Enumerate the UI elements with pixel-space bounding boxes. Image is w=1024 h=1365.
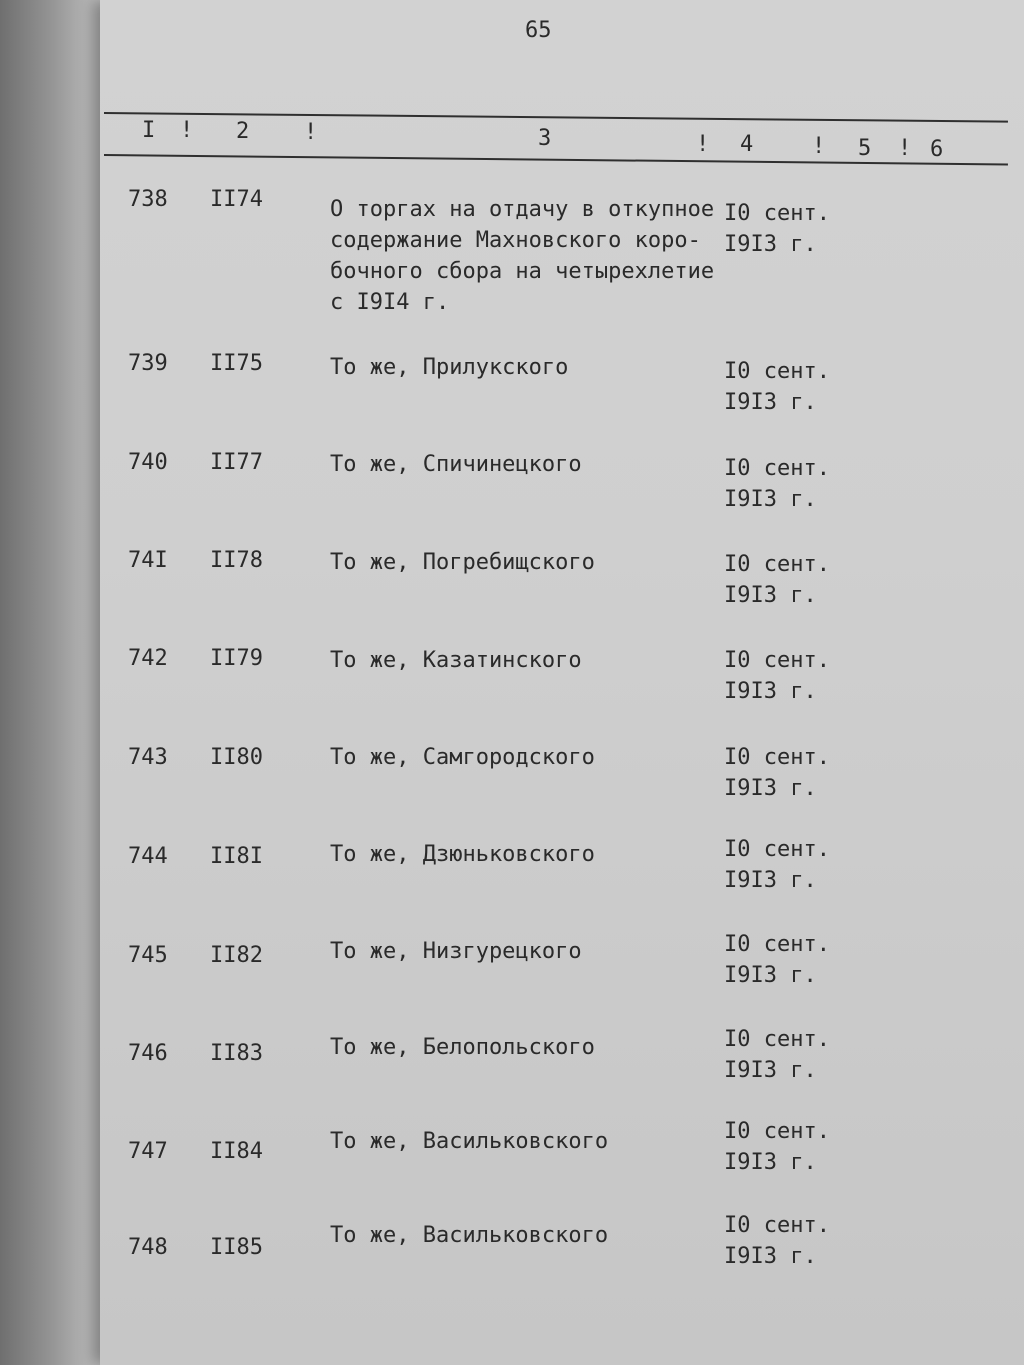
row-code: II79 (210, 646, 263, 671)
row-date-day: I0 сент. (724, 552, 830, 577)
row-description-line: содержание Махновского коро- (330, 228, 701, 253)
header-col3: 3 (538, 126, 552, 151)
row-description-line: То же, Самгородского (330, 745, 595, 770)
row-number: 743 (128, 745, 168, 770)
row-description-line: То же, Прилукского (330, 355, 569, 380)
row-description-line: О торгах на отдачу в откупное (330, 197, 715, 222)
row-code: II78 (210, 548, 263, 573)
row-description-line: с I9I4 г. (330, 290, 450, 315)
header-separator: ! (180, 118, 194, 143)
row-description-line: То же, Казатинского (330, 648, 582, 673)
header-separator: ! (812, 134, 826, 159)
row-number: 738 (128, 187, 168, 212)
row-description-line: То же, Спичинецкого (330, 452, 582, 477)
row-date-year: I9I3 г. (724, 1150, 817, 1175)
row-date-day: I0 сент. (724, 456, 830, 481)
row-description-line: То же, Белопольского (330, 1035, 595, 1060)
row-description-line: То же, Погребищского (330, 550, 595, 575)
row-date-year: I9I3 г. (724, 963, 817, 988)
header-separator: ! (304, 120, 318, 145)
row-description-line: То же, Васильковского (330, 1129, 609, 1154)
row-number: 747 (128, 1139, 168, 1164)
register-table-body (100, 0, 1024, 1365)
row-description-line: То же, Дзюньковского (330, 842, 595, 867)
row-date-day: I0 сент. (724, 1213, 830, 1238)
row-date-day: I0 сент. (724, 1119, 830, 1144)
row-code: II74 (210, 187, 263, 212)
row-date-year: I9I3 г. (724, 232, 817, 257)
row-code: II80 (210, 745, 263, 770)
row-date-year: I9I3 г. (724, 1244, 817, 1269)
row-date-day: I0 сент. (724, 1027, 830, 1052)
row-number: 742 (128, 646, 168, 671)
row-number: 746 (128, 1041, 168, 1066)
row-date-year: I9I3 г. (724, 390, 817, 415)
document-page (100, 0, 1024, 1365)
row-description-line: То же, Васильковского (330, 1223, 609, 1248)
row-number: 745 (128, 943, 168, 968)
row-date-year: I9I3 г. (724, 1058, 817, 1083)
row-date-year: I9I3 г. (724, 487, 817, 512)
row-date-year: I9I3 г. (724, 679, 817, 704)
row-date-day: I0 сент. (724, 648, 830, 673)
row-date-year: I9I3 г. (724, 868, 817, 893)
header-col5: 5 (858, 136, 872, 161)
row-code: II82 (210, 943, 263, 968)
row-date-year: I9I3 г. (724, 583, 817, 608)
row-code: II77 (210, 450, 263, 475)
row-code: II85 (210, 1235, 263, 1260)
row-code: II8I (210, 844, 263, 869)
row-description-line: бочного сбора на четырехлетие (330, 259, 715, 284)
header-separator: ! (696, 132, 710, 157)
row-number: 744 (128, 844, 168, 869)
header-separator: ! (898, 136, 912, 161)
row-date-year: I9I3 г. (724, 776, 817, 801)
header-col1: I (142, 118, 156, 143)
header-col6: 6 (930, 137, 944, 162)
row-number: 74I (128, 548, 168, 573)
row-date-day: I0 сент. (724, 359, 830, 384)
row-code: II75 (210, 351, 263, 376)
row-number: 740 (128, 450, 168, 475)
row-date-day: I0 сент. (724, 201, 830, 226)
binding-spine (0, 0, 110, 1365)
row-date-day: I0 сент. (724, 932, 830, 957)
row-date-day: I0 сент. (724, 745, 830, 770)
row-description-line: То же, Низгурецкого (330, 939, 582, 964)
row-date-day: I0 сент. (724, 837, 830, 862)
row-code: II84 (210, 1139, 263, 1164)
page-number: 65 (525, 18, 552, 43)
row-code: II83 (210, 1041, 263, 1066)
header-col4: 4 (740, 132, 754, 157)
row-number: 748 (128, 1235, 168, 1260)
header-col2: 2 (236, 119, 250, 144)
row-number: 739 (128, 351, 168, 376)
